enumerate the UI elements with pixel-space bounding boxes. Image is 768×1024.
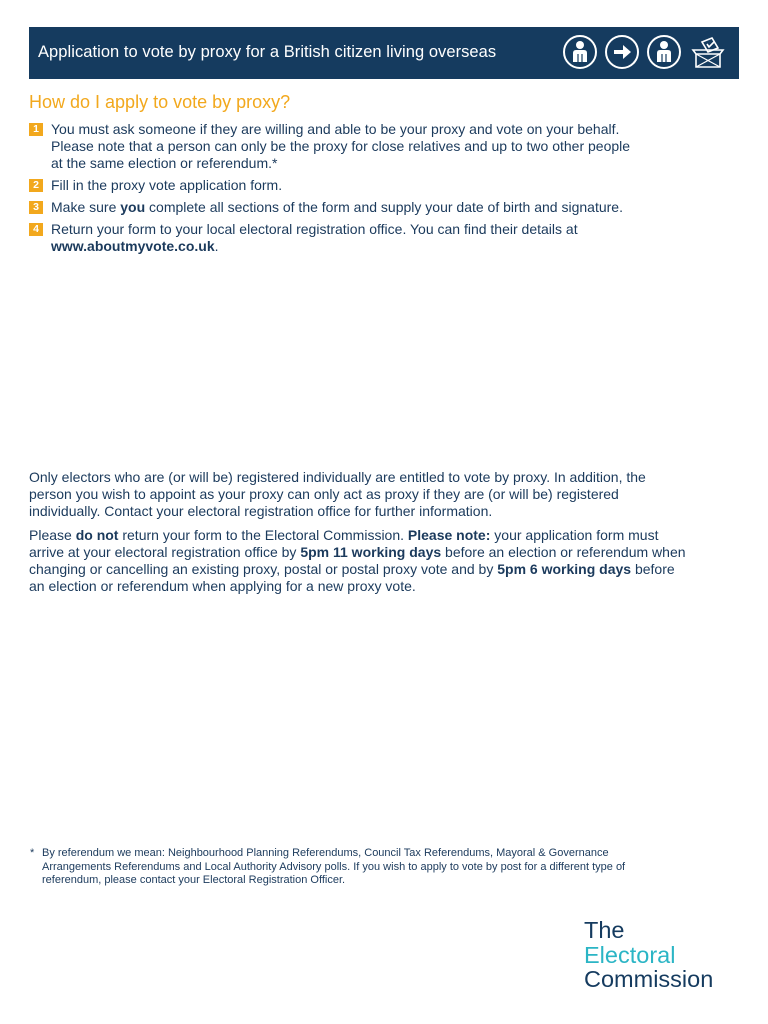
- step-number: 1: [29, 123, 43, 136]
- logo-electoral: Electoral: [584, 941, 676, 968]
- footnote-line: By referendum we mean: Neighbourhood Planning Referendums, Council Tax Referendums, Mayoral & Governance: [42, 847, 609, 859]
- footnote-marker: *: [30, 847, 35, 859]
- header-icons: [563, 35, 727, 71]
- website-link[interactable]: www.aboutmyvote.co.uk: [51, 238, 215, 254]
- paragraph-line: changing or cancelling an existing proxy, postal or postal proxy vote and by 5pm 6 working days before: [29, 561, 675, 577]
- footnote: [30, 847, 710, 888]
- step-4: [29, 221, 729, 255]
- paragraph-line: Please do not return your form to the Electoral Commission. Please note: your application form must: [29, 527, 659, 543]
- paragraph-line: arrive at your electoral registration office by 5pm 11 working days before an election or referendum when: [29, 544, 686, 560]
- electoral-commission-logo: [584, 918, 713, 992]
- step-number: 4: [29, 223, 43, 236]
- footnote-line: referendum, please contact your Electoral Registration Officer.: [42, 874, 346, 886]
- footnote-line: Arrangements Referendums and Local Authority Advisory polls. If you wish to apply to vote by post for a different type of: [42, 860, 626, 873]
- logo-the: The: [584, 917, 625, 943]
- step-1: [29, 121, 729, 172]
- page-header: [29, 27, 739, 79]
- deadline-paragraph: [29, 527, 741, 595]
- step-number: 2: [29, 179, 43, 192]
- emphasis-you: you: [120, 199, 146, 215]
- paragraph-line: Only electors who are (or will be) registered individually are entitled to vote by proxy. In addition, the: [29, 469, 646, 485]
- header-title: Application to vote by proxy for a British citizen living overseas: [38, 43, 497, 61]
- step-text-line: You must ask someone if they are willing and able to be your proxy and vote on your behalf.: [51, 121, 620, 137]
- paragraph-line: person you wish to appoint as your proxy can only act as proxy if they are (or will be) registered: [29, 486, 619, 502]
- step-text-line: Make sure you complete all sections of the form and supply your date of birth and signature.: [51, 199, 623, 215]
- step-text-line: www.aboutmyvote.co.uk.: [51, 238, 219, 254]
- eligibility-paragraph: [29, 469, 741, 520]
- person-icon: [647, 35, 681, 69]
- step-3: [29, 199, 729, 216]
- section-heading: How do I apply to vote by proxy?: [29, 92, 291, 112]
- ballot-box-icon: [689, 35, 727, 71]
- step-text-line: Fill in the proxy vote application form.: [51, 177, 283, 193]
- paragraph-line: an election or referendum when applying for a new proxy vote.: [29, 578, 416, 594]
- arrow-right-icon: [605, 35, 639, 69]
- logo-commission: Commission: [584, 966, 714, 992]
- step-text-line: at the same election or referendum.*: [51, 155, 278, 171]
- step-number: 3: [29, 201, 43, 214]
- person-icon: [563, 35, 597, 69]
- paragraph-line: individually. Contact your electoral registration office for further information.: [29, 503, 493, 519]
- step-text-line: Please note that a person can only be the proxy for close relatives and up to two other people: [51, 138, 631, 154]
- step-text-line: Return your form to your local electoral registration office. You can find their details at: [51, 221, 578, 237]
- step-2: [29, 177, 729, 194]
- steps-list: [29, 121, 729, 260]
